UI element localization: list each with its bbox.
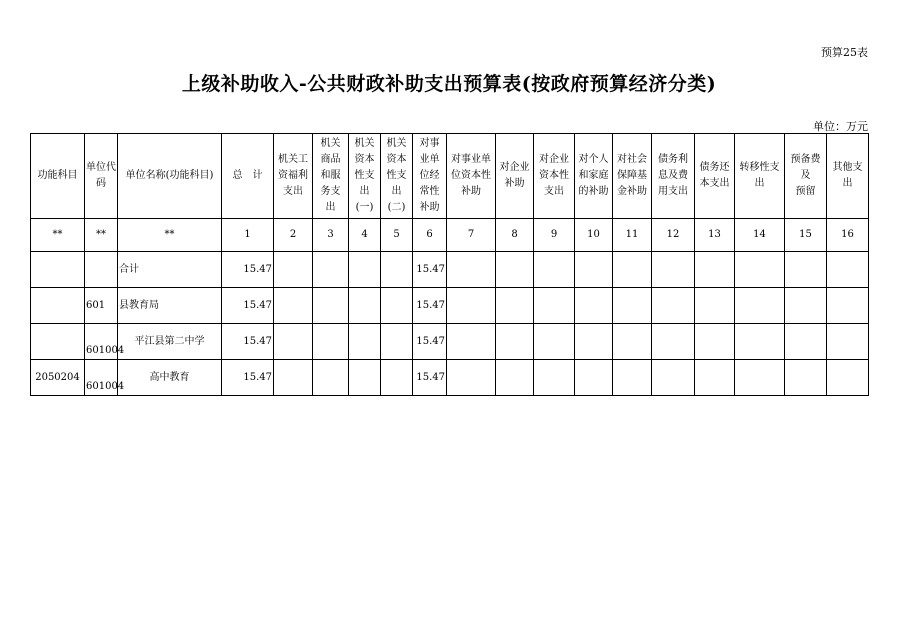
empty-cell (349, 360, 381, 396)
header-cell: 机关 资本 性支 出 (二) (381, 134, 413, 219)
header-cell: 对个人 和家庭 的补助 (575, 134, 613, 219)
empty-cell (575, 288, 613, 324)
table-row (31, 360, 869, 396)
empty-cell (575, 324, 613, 360)
empty-cell (652, 324, 695, 360)
unit-code-cell: 601004 (85, 360, 118, 396)
empty-cell (274, 288, 313, 324)
column-number: 9 (534, 219, 575, 252)
empty-cell (785, 288, 827, 324)
column-number: 6 (413, 219, 447, 252)
empty-cell (313, 252, 349, 288)
empty-cell (349, 288, 381, 324)
column-number: 16 (827, 219, 869, 252)
header-cell: 对企业 资本性 支出 (534, 134, 575, 219)
empty-cell (534, 288, 575, 324)
unit-name-cell: 县教育局 (118, 288, 222, 324)
unit-name-cell: 高中教育 (118, 360, 222, 396)
empty-cell (695, 360, 735, 396)
column-number: 1 (222, 219, 274, 252)
empty-cell (381, 288, 413, 324)
func-code-cell (31, 324, 85, 360)
page-title: 上级补助收入-公共财政补助支出预算表(按政府预算经济分类) (181, 73, 717, 95)
total-cell: 15.47 (222, 360, 274, 396)
header-cell: 单位代 码 (85, 134, 118, 219)
header-cell: 对企业 补助 (496, 134, 534, 219)
empty-cell (381, 324, 413, 360)
func-code-cell (31, 252, 85, 288)
empty-cell (827, 324, 869, 360)
empty-cell (534, 252, 575, 288)
empty-cell (735, 324, 785, 360)
public-institution-subsidy-cell: 15.47 (413, 288, 447, 324)
public-institution-subsidy-cell: 15.47 (413, 360, 447, 396)
header-cell: 对事业单 位资本性 补助 (447, 134, 496, 219)
empty-cell (313, 288, 349, 324)
empty-cell (735, 288, 785, 324)
budget-table (30, 133, 869, 396)
public-institution-subsidy-cell: 15.47 (413, 324, 447, 360)
empty-cell (349, 324, 381, 360)
column-number: 7 (447, 219, 496, 252)
empty-cell (447, 360, 496, 396)
empty-cell (496, 252, 534, 288)
empty-cell (613, 324, 652, 360)
empty-cell (695, 252, 735, 288)
empty-cell (575, 252, 613, 288)
header-cell: 债务还 本支出 (695, 134, 735, 219)
empty-cell (652, 360, 695, 396)
header-cell: 其他支 出 (827, 134, 869, 219)
unit-name-cell: 平江县第二中学 (118, 324, 222, 360)
empty-cell (274, 360, 313, 396)
empty-cell (613, 360, 652, 396)
empty-cell (735, 252, 785, 288)
empty-cell (313, 324, 349, 360)
column-number: ** (118, 219, 222, 252)
table-row (31, 324, 869, 360)
column-number: 13 (695, 219, 735, 252)
total-cell: 15.47 (222, 252, 274, 288)
header-cell: 对社会 保障基 金补助 (613, 134, 652, 219)
unit-code-cell (85, 252, 118, 288)
column-number: 14 (735, 219, 785, 252)
unit-code-cell: 601 (85, 288, 118, 324)
header-cell: 机关 商品 和服 务支 出 (313, 134, 349, 219)
header-cell: 单位名称(功能科目) (118, 134, 222, 219)
header-cell: 对事 业单 位经 常性 补助 (413, 134, 447, 219)
total-cell: 15.47 (222, 288, 274, 324)
column-number: 2 (274, 219, 313, 252)
header-cell: 总 计 (222, 134, 274, 219)
func-code-cell: 2050204 (31, 360, 85, 396)
header-row (31, 134, 869, 219)
empty-cell (652, 288, 695, 324)
column-number: ** (31, 219, 85, 252)
header-cell: 机关工 资福利 支出 (274, 134, 313, 219)
empty-cell (827, 360, 869, 396)
column-number: 12 (652, 219, 695, 252)
column-number: 11 (613, 219, 652, 252)
empty-cell (613, 252, 652, 288)
func-code-cell (31, 288, 85, 324)
empty-cell (575, 360, 613, 396)
header-cell: 转移性支 出 (735, 134, 785, 219)
empty-cell (349, 252, 381, 288)
page-number: 预算25表 (821, 46, 868, 59)
empty-cell (785, 360, 827, 396)
empty-cell (447, 324, 496, 360)
empty-cell (313, 360, 349, 396)
empty-cell (827, 252, 869, 288)
empty-cell (613, 288, 652, 324)
empty-cell (652, 252, 695, 288)
column-number: 15 (785, 219, 827, 252)
column-number: 10 (575, 219, 613, 252)
column-number-row (31, 219, 869, 252)
public-institution-subsidy-cell: 15.47 (413, 252, 447, 288)
unit-code-cell: 601004 (85, 324, 118, 360)
column-number: ** (85, 219, 118, 252)
empty-cell (496, 324, 534, 360)
column-number: 8 (496, 219, 534, 252)
empty-cell (785, 252, 827, 288)
header-cell: 预备费及 预留 (785, 134, 827, 219)
column-number: 4 (349, 219, 381, 252)
total-cell: 15.47 (222, 324, 274, 360)
empty-cell (695, 288, 735, 324)
empty-cell (274, 252, 313, 288)
column-number: 5 (381, 219, 413, 252)
empty-cell (785, 324, 827, 360)
unit-name-cell: 合计 (118, 252, 222, 288)
column-number: 3 (313, 219, 349, 252)
empty-cell (381, 360, 413, 396)
empty-cell (695, 324, 735, 360)
empty-cell (496, 360, 534, 396)
header-cell: 功能科目 (31, 134, 85, 219)
header-cell: 债务利 息及费 用支出 (652, 134, 695, 219)
empty-cell (534, 324, 575, 360)
empty-cell (827, 288, 869, 324)
empty-cell (534, 360, 575, 396)
empty-cell (496, 288, 534, 324)
empty-cell (381, 252, 413, 288)
empty-cell (735, 360, 785, 396)
empty-cell (274, 324, 313, 360)
header-cell: 机关 资本 性支 出 (一) (349, 134, 381, 219)
unit-label: 单位：万元 (813, 120, 868, 133)
empty-cell (447, 288, 496, 324)
empty-cell (447, 252, 496, 288)
table-row (31, 288, 869, 324)
table-row-total (31, 252, 869, 288)
